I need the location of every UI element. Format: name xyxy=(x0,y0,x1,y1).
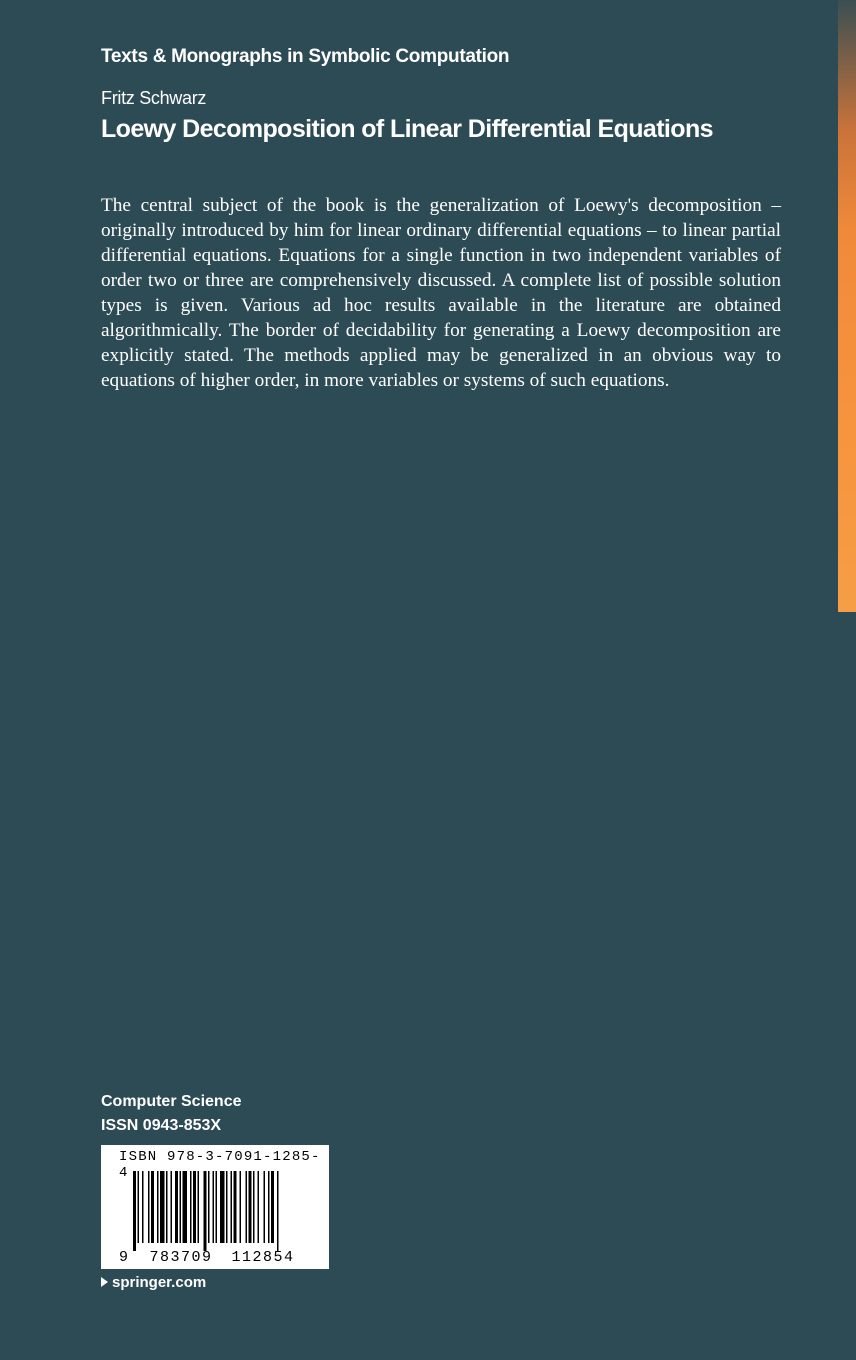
barcode-bar xyxy=(240,1171,242,1243)
barcode-bar xyxy=(258,1171,260,1243)
barcode-bar xyxy=(246,1171,248,1243)
barcode-panel xyxy=(101,1145,329,1269)
barcode-bar xyxy=(193,1171,196,1243)
barcode-bar xyxy=(204,1171,207,1251)
book-title: Loewy Decomposition of Linear Differential Equations xyxy=(101,115,713,143)
barcode-bar xyxy=(148,1171,150,1243)
barcode-bar xyxy=(213,1171,215,1243)
barcode-bar xyxy=(271,1171,274,1243)
barcode-bar xyxy=(180,1171,182,1243)
barcode-bar xyxy=(183,1171,188,1243)
barcode-bar xyxy=(160,1171,165,1243)
book-description: The central subject of the book is the generalization of Loewy's decomposition – originally introduced by him for linear ordinary differential equations – to linear partial differential equations. Equations for a single function in two independent variables of order two or three are comprehensively discussed. A complete list of possible solution types is given. Various ad hoc results available in the literature are obtained algorithmically. The border of decidability for generating a Loewy decomposition are explicitly stated. The methods applied may be generalized in an obvious way to equations of higher order, in more variables or systems of such equations. xyxy=(101,195,781,391)
barcode-bar xyxy=(138,1171,140,1243)
barcode-bar xyxy=(142,1171,144,1243)
barcode-bar xyxy=(171,1171,173,1243)
website-link[interactable] xyxy=(101,1274,206,1291)
website-label: springer.com xyxy=(112,1274,207,1291)
barcode-bar xyxy=(264,1171,266,1243)
barcode-bar xyxy=(175,1171,178,1243)
barcode-bar xyxy=(231,1171,233,1243)
barcode-bar xyxy=(226,1171,228,1243)
barcode-bar xyxy=(190,1171,192,1243)
barcode-digits-right: 112854 xyxy=(231,1249,295,1266)
barcode-bar xyxy=(220,1171,225,1243)
barcode-bar xyxy=(166,1171,168,1243)
barcode-digit-lead: 9 xyxy=(119,1249,129,1266)
issn-number: ISSN 0943-853X xyxy=(101,1117,222,1134)
barcode-digits-left: 783709 xyxy=(149,1249,213,1266)
orange-accent-strip xyxy=(838,0,856,612)
isbn-label: ISBN 978-3-7091-1285-4 xyxy=(119,1149,321,1181)
barcode-bar xyxy=(268,1171,270,1243)
author-name: Fritz Schwarz xyxy=(101,88,207,108)
barcode-bars xyxy=(133,1171,279,1251)
barcode-bar xyxy=(253,1171,255,1243)
barcode-bar xyxy=(208,1171,210,1243)
series-title: Texts & Monographs in Symbolic Computation xyxy=(101,46,510,67)
barcode-bar xyxy=(216,1171,218,1243)
barcode-bar xyxy=(133,1171,136,1251)
barcode-bar xyxy=(249,1171,252,1243)
subject-category: Computer Science xyxy=(101,1093,242,1110)
barcode-bar xyxy=(157,1171,159,1243)
play-arrow-icon xyxy=(101,1277,108,1287)
barcode-bar xyxy=(234,1171,237,1243)
barcode-bar xyxy=(151,1171,154,1243)
barcode-bar xyxy=(277,1171,279,1251)
barcode-bar xyxy=(198,1171,200,1243)
